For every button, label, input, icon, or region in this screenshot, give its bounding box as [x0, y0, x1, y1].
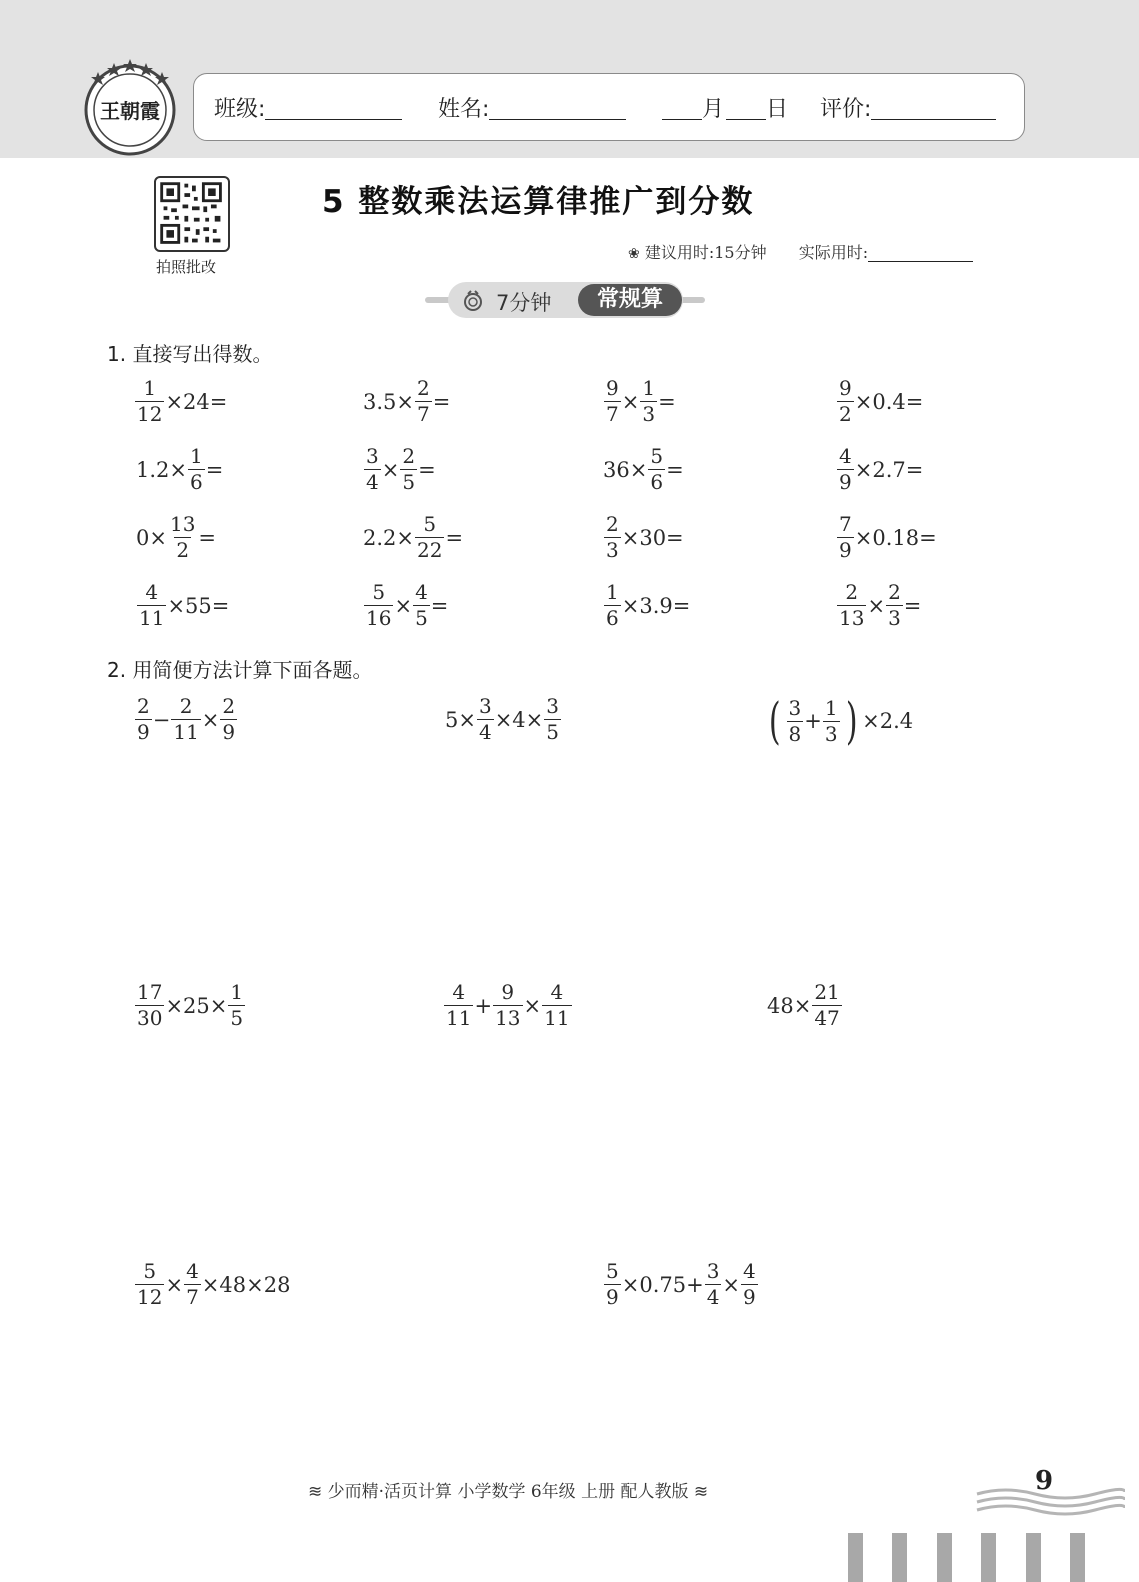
- s2-item-1: $\frac{2}{9}$ − $\frac{2}{11}$ × $\frac{2}{9}$: [137, 694, 236, 744]
- badge-tag: 常规算: [578, 284, 682, 316]
- actual-time-label: 实际用时:: [798, 243, 869, 262]
- s1-item-5: 1.2× $\frac{1}{6}$ =: [136, 444, 224, 494]
- name-field[interactable]: [489, 97, 626, 120]
- s1-item-14: $\frac{5}{16}$ × $\frac{4}{5}$ =: [366, 580, 449, 630]
- day-label: 日: [766, 97, 789, 122]
- s2-item-7: $\frac{5}{12}$ × $\frac{4}{7}$ ×48×28: [137, 1259, 291, 1309]
- edge-bar: [848, 1533, 863, 1582]
- s1-item-12: $\frac{7}{9}$ ×0.18=: [839, 512, 937, 562]
- month-label: 月: [702, 97, 725, 122]
- footer: [308, 1477, 708, 1502]
- s1-item-1: $\frac{1}{12}$ ×24=: [137, 376, 228, 426]
- day-field[interactable]: [726, 97, 766, 120]
- class-field[interactable]: [265, 97, 402, 120]
- wave-left-icon: ≋: [308, 1482, 323, 1502]
- wave-right-icon: ≋: [693, 1482, 709, 1502]
- s2-item-5: $\frac{4}{11}$ + $\frac{9}{13}$ × $\frac{4}{11}$: [446, 980, 570, 1030]
- page-title: 5 整数乘法运算律推广到分数: [322, 184, 755, 220]
- month-field[interactable]: [662, 97, 702, 120]
- qr-code[interactable]: [154, 176, 230, 252]
- s1-item-7: 36× $\frac{5}{6}$ =: [603, 444, 684, 494]
- s1-item-10: 2.2× $\frac{5}{22}$ =: [363, 512, 464, 562]
- s2-item-6: 48× $\frac{21}{47}$: [767, 980, 840, 1030]
- clock-flower-icon: ❀: [628, 246, 640, 262]
- s1-item-6: $\frac{3}{4}$ × $\frac{2}{5}$ =: [366, 444, 436, 494]
- s1-item-13: $\frac{4}{11}$ ×55=: [139, 580, 230, 630]
- edge-bar: [1026, 1533, 1041, 1582]
- section1-title: 1. 直接写出得数。: [107, 342, 273, 366]
- page-number: 9: [1035, 1466, 1054, 1496]
- s1-item-11: $\frac{2}{3}$ ×30=: [606, 512, 684, 562]
- edge-bar: [937, 1533, 952, 1582]
- eval-field[interactable]: [871, 97, 996, 120]
- s1-item-2: 3.5× $\frac{2}{7}$ =: [363, 376, 451, 426]
- medal-icon: [462, 290, 484, 312]
- brand-logo: [84, 58, 176, 158]
- class-label: 班级:: [214, 97, 266, 122]
- actual-time-field[interactable]: [868, 243, 973, 262]
- suggested-time: 建议用时:15分钟: [644, 243, 767, 262]
- s1-item-4: $\frac{9}{2}$ ×0.4=: [839, 376, 924, 426]
- s1-item-15: $\frac{1}{6}$ ×3.9=: [606, 580, 691, 630]
- name-label: 姓名:: [438, 97, 490, 122]
- badge-time: 7分钟: [496, 291, 552, 315]
- edge-bar: [981, 1533, 996, 1582]
- s2-item-2: 5× $\frac{3}{4}$ ×4× $\frac{3}{5}$: [445, 694, 559, 744]
- eval-label: 评价:: [820, 97, 872, 122]
- logo-text: 王朝霞: [100, 99, 160, 123]
- footer-text: 少而精·活页计算 小学数学 6年级 上册 配人教版: [327, 1482, 689, 1502]
- s2-item-4: $\frac{17}{30}$ ×25× $\frac{1}{5}$: [137, 980, 244, 1030]
- s1-item-9: 0× $\frac{13}{2}$ =: [136, 512, 217, 562]
- s1-item-3: $\frac{9}{7}$ × $\frac{1}{3}$ =: [606, 376, 676, 426]
- s2-item-8: $\frac{5}{9}$ ×0.75+ $\frac{3}{4}$ × $\frac{4}{9}$: [606, 1259, 756, 1309]
- edge-bar: [892, 1533, 907, 1582]
- s1-item-16: $\frac{2}{13}$ × $\frac{2}{3}$ =: [839, 580, 922, 630]
- section2-title: 2. 用简便方法计算下面各题。: [107, 658, 373, 682]
- s1-item-8: $\frac{4}{9}$ ×2.7=: [839, 444, 924, 494]
- edge-bar: [1070, 1533, 1085, 1582]
- time-line: [628, 240, 973, 263]
- s2-item-3: ( $\frac{3}{8}$ + $\frac{1}{3}$ ) ×2.4: [768, 692, 914, 750]
- page-wave-decoration: [975, 1482, 1125, 1518]
- qr-label: 拍照批改: [156, 258, 217, 276]
- student-info-box: [193, 73, 1025, 141]
